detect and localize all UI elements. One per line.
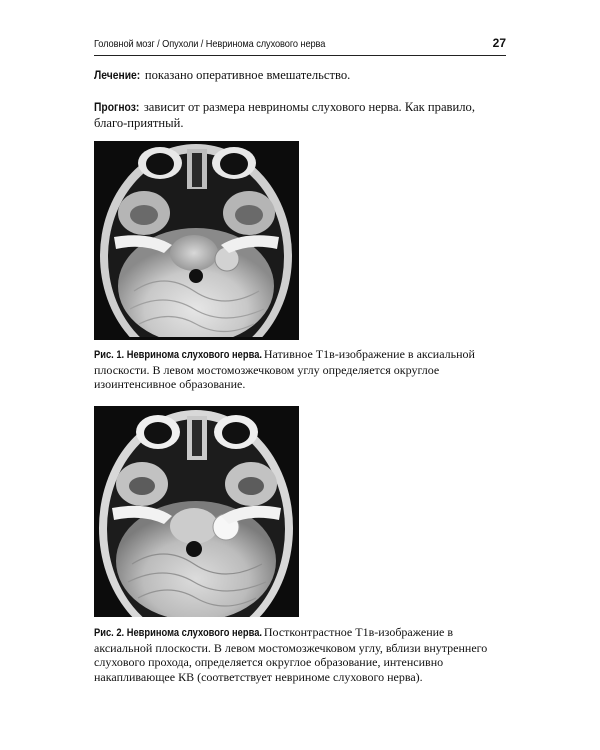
- treatment-text: показано оперативное вмешательство.: [141, 68, 351, 82]
- figure-1-caption-label: Рис. 1. Невринома слухового нерва.: [94, 349, 262, 361]
- treatment-paragraph: [94, 67, 506, 83]
- figure-2-mri-image: [94, 406, 299, 617]
- mri-scan-2-graphic: [94, 406, 299, 617]
- prognosis-text: зависит от размера невриномы слухового нерва. Как правило, благо-приятный.: [94, 100, 475, 130]
- figure-2-caption-text: Постконтрастное T1в-изображение в аксиальной плоскости. В левом мостомозжечковом углу, вблизи внутреннего слухового прохода, определяется округлое образование, интенсивно накапливающее КВ (соответствует невриноме слухового нерва).: [94, 625, 488, 684]
- figure-2-caption: [94, 625, 506, 684]
- mri-scan-1-graphic: [94, 141, 299, 340]
- page-number: 27: [492, 36, 506, 50]
- header-rule: [94, 55, 506, 56]
- prognosis-label: Прогноз:: [94, 100, 140, 114]
- figure-2-caption-label: Рис. 2. Невринома слухового нерва.: [94, 627, 262, 639]
- figure-1-caption-text: Нативное T1в-изображение в аксиальной плоскости. В левом мостомозжечковом углу определяется округлое изоинтенсивное образование.: [94, 347, 475, 391]
- running-header: [94, 36, 506, 54]
- figure-1-mri-image: [94, 141, 299, 340]
- figure-1-caption: [94, 347, 506, 392]
- prognosis-paragraph: [94, 99, 506, 131]
- running-title: Головной мозг / Опухоли / Невринома слухового нерва: [94, 38, 326, 50]
- treatment-label: Лечение:: [94, 68, 141, 82]
